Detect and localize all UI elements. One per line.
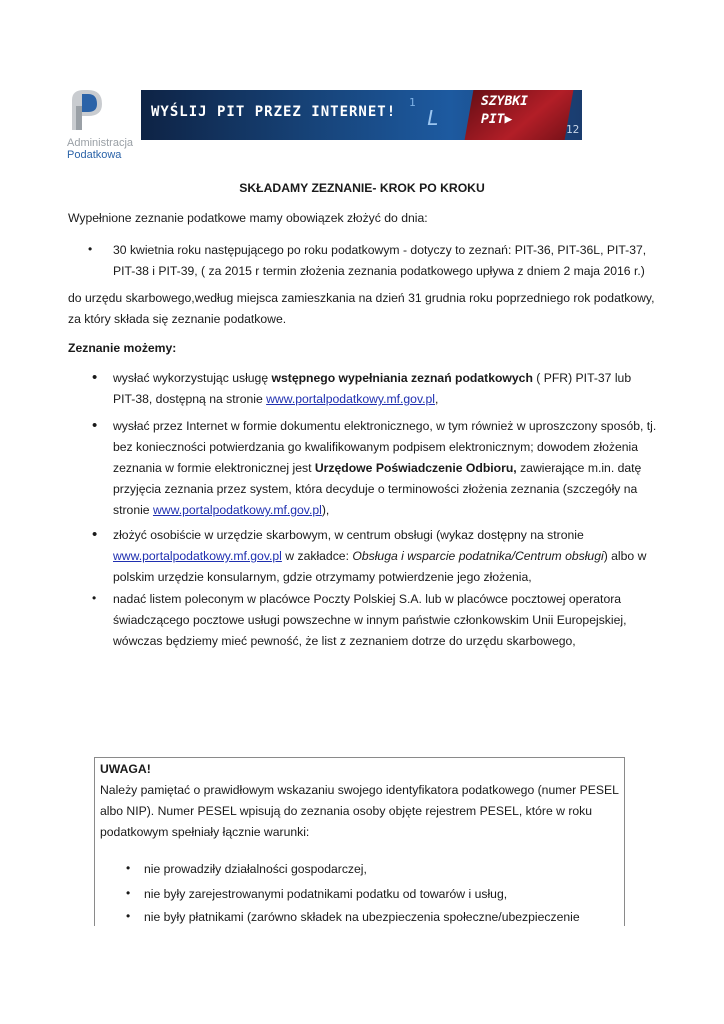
method-3-line-2 (113, 546, 646, 567)
text: wysłać wykorzystując usługę (113, 371, 272, 385)
bullet: • (126, 886, 131, 900)
text: ( PFR) PIT-37 lub (532, 371, 632, 385)
text: zawierające m.in. datę (516, 461, 642, 475)
bullet: • (92, 526, 98, 543)
intro-text: Wypełnione zeznanie podatkowe mamy obowiązek złożyć do dnia: (68, 211, 428, 225)
page-title: SKŁADAMY ZEZNANIE- KROK PO KROKU (239, 181, 485, 195)
emphasis: wstępnego wypełniania zeznań podatkowych (271, 371, 533, 385)
portal-link[interactable]: www.portalpodatkowy.mf.gov.pl (152, 503, 322, 517)
logo-text (67, 137, 133, 161)
method-2-line-2: bez konieczności potwierdzania go kwalifikowanym podpisem elektronicznym; dowodem złożenia (113, 440, 638, 454)
method-4-line-3: wówczas będziemy mieć pewność, że list z zeznaniem dotrze do urzędu skarbowego, (113, 634, 576, 648)
method-2-line-1: wysłać przez Internet w formie dokumentu elektronicznego, w tym również w uproszczony sposób, tj. (113, 419, 657, 433)
notice-line-1: Należy pamiętać o prawidłowym wskazaniu swojego identyfikatora podatkowego (numer PESEL (100, 783, 619, 797)
bullet: • (92, 591, 97, 605)
notice-list-item: nie były płatnikami (zarówno składek na ubezpieczenia społeczne/ubezpieczenie (144, 910, 580, 924)
deadline-line-1: 30 kwietnia roku następującego po roku podatkowym - dotyczy to zeznań: PIT-36, PIT-36L, PIT-37, (113, 243, 647, 257)
method-2-line-4: przyjęcia zeznania przez system, która decyduje o terminowości złożenia zeznania (szczegóły na (113, 482, 638, 496)
banner-decoration: 1 (409, 96, 416, 109)
banner-text: WYŚLIJ PIT PRZEZ INTERNET! (151, 104, 397, 120)
text: , (435, 392, 439, 406)
method-2-line-5 (113, 500, 329, 521)
text: w zakładce: (281, 549, 353, 563)
logo-line-1: Administracja (67, 137, 134, 149)
methods-heading: Zeznanie możemy: (68, 341, 177, 355)
portal-link[interactable]: www.portalpodatkowy.mf.gov.pl (266, 392, 436, 406)
text: ), (321, 503, 330, 517)
bullet: • (92, 417, 98, 434)
method-4-line-1: nadać listem poleconym w placówce Poczty Polskiej S.A. lub w placówce pocztowej operatora (113, 592, 622, 606)
method-1-line-2 (113, 389, 438, 410)
notice-line-2: albo NIP). Numer PESEL wpisują do zeznania osoby objęte rejestrem PESEL, które w roku (100, 804, 593, 818)
method-3-line-1: złożyć osobiście w urzędzie skarbowym, w centrum obsługi (wykaz dostępny na stronie (113, 528, 584, 542)
bullet: • (88, 242, 93, 256)
office-line-1: do urzędu skarbowego,według miejsca zamieszkania na dzień 31 grudnia roku poprzedniego rok podatkowy, (68, 291, 655, 305)
administracja-podatkowa-logo-icon (66, 86, 106, 132)
notice-title: UWAGA! (100, 762, 151, 776)
italic-text: Obsługa i wsparcie podatnika/Centrum obsługi (352, 549, 604, 563)
bullet: • (92, 369, 98, 386)
deadline-line-2: PIT-38 i PIT-39, ( za 2015 r termin złożenia zeznania podatkowego upływa z dniem 2 maja 2016 r.) (113, 264, 645, 278)
emphasis: Urzędowe Poświadczenie Odbioru, (314, 461, 517, 475)
banner-badge-line-2: PIT▶ (481, 112, 513, 127)
banner-wyslij-pit[interactable] (141, 90, 582, 140)
text: ) albo w (603, 549, 647, 563)
text: PIT-38, dostępną na stronie (113, 392, 267, 406)
banner-badge-text (481, 93, 528, 129)
method-4-line-2: świadczącego pocztowe usługi powszechne w innym państwie członkowskim Unii Europejskiej, (113, 613, 627, 627)
logo-line-2: Podatkowa (67, 149, 122, 161)
portal-link[interactable]: www.portalpodatkowy.mf.gov.pl (113, 549, 282, 563)
banner-decoration: 12 (566, 123, 580, 136)
banner-badge-line-1: SZYBKI (481, 94, 528, 109)
office-line-2: za który składa się zeznanie podatkowe. (68, 312, 287, 326)
method-3-line-3: polskim urzędzie konsularnym, gdzie otrzymamy potwierdzenie jego złożenia, (113, 570, 532, 584)
bullet: • (126, 909, 131, 923)
text: zeznania w formie elektronicznej jest (113, 461, 315, 475)
method-1-line-1 (113, 368, 631, 389)
notice-list-item: nie były zarejestrowanymi podatnikami podatku od towarów i usług, (144, 887, 508, 901)
banner-decoration: L (427, 106, 440, 130)
text: stronie (113, 503, 153, 517)
notice-list-item: nie prowadziły działalności gospodarczej, (144, 862, 367, 876)
method-2-line-3 (113, 458, 641, 479)
bullet: • (126, 861, 131, 875)
notice-line-3: podatkowym spełniały łącznie warunki: (100, 825, 310, 839)
